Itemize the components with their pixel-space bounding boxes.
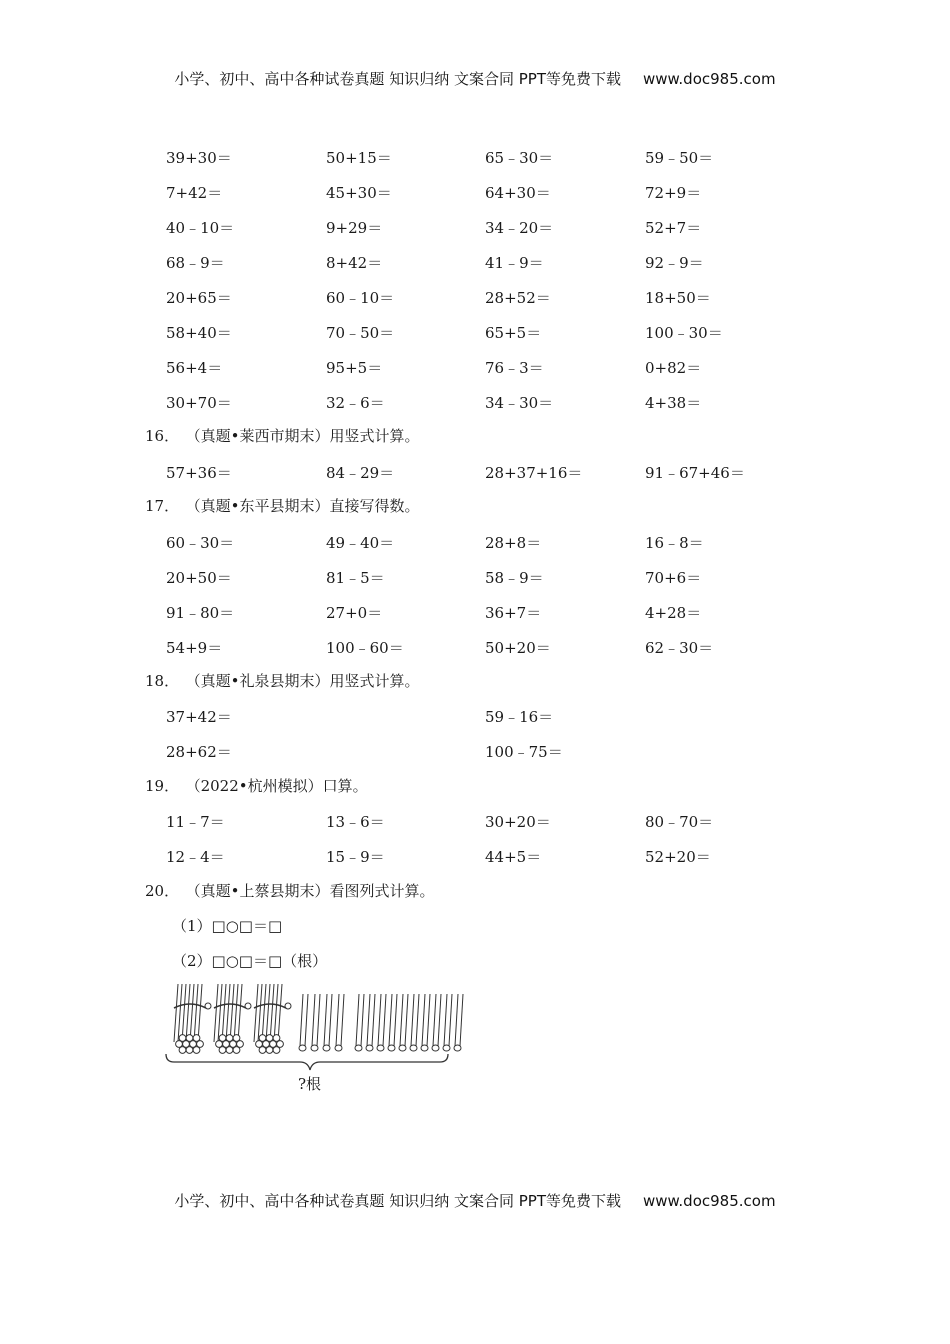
loose-stick (394, 994, 397, 1046)
loose-stick (341, 994, 344, 1046)
loose-stick (372, 994, 375, 1046)
q17-item: 4+28＝ (645, 604, 702, 622)
loose-stick (416, 994, 419, 1046)
calc-item: 60﹣10＝ (326, 289, 395, 307)
loose-stick-end (355, 1045, 362, 1051)
q18-item: 100﹣75＝ (485, 743, 563, 761)
loose-stick (455, 994, 458, 1046)
bundle-stick-end (226, 1035, 233, 1042)
loose-stick-end (388, 1045, 395, 1051)
q17-item: 27+0＝ (326, 604, 383, 622)
calc-item: 100﹣30＝ (645, 324, 723, 342)
question-18 (145, 670, 419, 691)
loose-stick (405, 994, 408, 1046)
calc-row (0, 252, 950, 276)
loose-stick (422, 994, 425, 1046)
loose-stick-end (399, 1045, 406, 1051)
calc-item: 30+70＝ (166, 394, 232, 412)
q17-row (0, 637, 950, 661)
calc-item: 92﹣9＝ (645, 254, 704, 272)
q18-item: 28+62＝ (166, 743, 232, 761)
q19-item: 44+5＝ (485, 848, 542, 866)
q19-item: 52+20＝ (645, 848, 711, 866)
loose-stick (300, 994, 303, 1046)
calc-item: 76﹣3＝ (485, 359, 544, 377)
q17-row (0, 532, 950, 556)
bundle-stick-end (273, 1035, 280, 1042)
calc-item: 64+30＝ (485, 184, 551, 202)
loose-stick-end (377, 1045, 384, 1051)
calc-item: 0+82＝ (645, 359, 702, 377)
calc-item: 9+29＝ (326, 219, 383, 237)
calc-row (0, 147, 950, 171)
loose-stick (305, 994, 308, 1046)
q19-item: 11﹣7＝ (166, 813, 225, 831)
bundle-stick (182, 984, 186, 1042)
bundle-knot (245, 1003, 251, 1009)
q17-item: 49﹣40＝ (326, 534, 395, 552)
page-footer (0, 1190, 950, 1211)
bundle-stick (258, 984, 262, 1042)
q16-row (0, 462, 950, 486)
q17-item: 50+20＝ (485, 639, 551, 657)
page-header (0, 68, 950, 89)
bundle-stick (226, 984, 230, 1042)
bundle-stick (270, 984, 274, 1042)
question-text: （真题•上蔡县期末）看图列式计算。 (193, 882, 435, 900)
bundle-stick (194, 984, 198, 1042)
loose-stick (378, 994, 381, 1046)
q17-row (0, 602, 950, 626)
question-text: （2022•杭州模拟）口算。 (193, 777, 368, 795)
loose-stick-end (323, 1045, 330, 1051)
loose-stick (356, 994, 359, 1046)
q17-item: 54+9＝ (166, 639, 223, 657)
bundle-stick (178, 984, 182, 1042)
bundle-stick (234, 984, 238, 1042)
calc-row (0, 182, 950, 206)
calc-row (0, 217, 950, 241)
q18-item: 37+42＝ (166, 708, 232, 726)
bundle-stick (278, 984, 282, 1042)
calc-item: 28+52＝ (485, 289, 551, 307)
calc-item: 68﹣9＝ (166, 254, 225, 272)
calc-item: 65+5＝ (485, 324, 542, 342)
calc-item: 41﹣9＝ (485, 254, 544, 272)
calc-item: 34﹣20＝ (485, 219, 554, 237)
q19-item: 13﹣6＝ (326, 813, 385, 831)
question-text: （真题•礼泉县期末）用竖式计算。 (193, 672, 420, 690)
header-site: www.doc985.com (642, 70, 776, 88)
calc-item: 34﹣30＝ (485, 394, 554, 412)
bundle-stick (198, 984, 202, 1042)
loose-stick (389, 994, 392, 1046)
loose-stick (427, 994, 430, 1046)
bundle-stick-end (266, 1035, 273, 1042)
loose-stick (367, 994, 370, 1046)
loose-stick (329, 994, 332, 1046)
bundle-tie (214, 1004, 246, 1008)
question-20 (145, 880, 434, 901)
q19-row (0, 846, 950, 870)
calc-item: 56+4＝ (166, 359, 223, 377)
bundle-stick (230, 984, 234, 1042)
loose-stick (317, 994, 320, 1046)
calc-item: 50+15＝ (326, 149, 392, 167)
bundle-stick-end (266, 1047, 273, 1054)
loose-stick-end (311, 1045, 318, 1051)
loose-stick-end (443, 1045, 450, 1051)
loose-stick-end (366, 1045, 373, 1051)
bundle-stick-end (226, 1047, 233, 1054)
loose-stick (444, 994, 447, 1046)
bundle-stick (214, 984, 218, 1042)
loose-stick-end (410, 1045, 417, 1051)
q20-sub1: （1）□○□＝□ (172, 917, 283, 935)
q17-item: 28+8＝ (485, 534, 542, 552)
calc-item: 18+50＝ (645, 289, 711, 307)
bundle-stick (254, 984, 258, 1042)
calc-row (0, 322, 950, 346)
calc-item: 32﹣6＝ (326, 394, 385, 412)
bundle-stick-end (179, 1035, 186, 1042)
bundle-stick (218, 984, 222, 1042)
calc-row (0, 287, 950, 311)
loose-stick-end (432, 1045, 439, 1051)
q19-item: 12﹣4＝ (166, 848, 225, 866)
bundle-stick-end (219, 1047, 226, 1054)
footer-site: www.doc985.com (642, 1192, 776, 1210)
bundle-knot (285, 1003, 291, 1009)
q16-item: 84﹣29＝ (326, 464, 395, 482)
q17-item: 58﹣9＝ (485, 569, 544, 587)
q17-item: 62﹣30＝ (645, 639, 714, 657)
q18-item: 59﹣16＝ (485, 708, 554, 726)
question-number: 18． (145, 672, 180, 690)
figure-label: ?根 (298, 1075, 322, 1093)
calc-item: 39+30＝ (166, 149, 232, 167)
bundle-stick (266, 984, 270, 1042)
calc-item: 40﹣10＝ (166, 219, 235, 237)
loose-stick (336, 994, 339, 1046)
loose-stick (449, 994, 452, 1046)
header-text: 小学、初中、高中各种试卷真题 知识归纳 文案合同 PPT等免费下载 (174, 70, 621, 88)
footer-text: 小学、初中、高中各种试卷真题 知识归纳 文案合同 PPT等免费下载 (174, 1192, 621, 1210)
calc-item: 58+40＝ (166, 324, 232, 342)
question-number: 17． (145, 497, 180, 515)
calc-row (0, 357, 950, 381)
loose-stick (411, 994, 414, 1046)
q19-row (0, 811, 950, 835)
calc-item: 45+30＝ (326, 184, 392, 202)
loose-stick-end (421, 1045, 428, 1051)
loose-stick (460, 994, 463, 1046)
calc-item: 59﹣50＝ (645, 149, 714, 167)
bundle-stick (262, 984, 266, 1042)
bundle-stick (238, 984, 242, 1042)
bundle-stick (190, 984, 194, 1042)
q17-item: 91﹣80＝ (166, 604, 235, 622)
q16-item: 28+37+16＝ (485, 464, 583, 482)
loose-stick (400, 994, 403, 1046)
loose-stick-end (335, 1045, 342, 1051)
bundle-stick-end (219, 1035, 226, 1042)
q17-row (0, 567, 950, 591)
question-17 (145, 495, 419, 516)
calc-item: 8+42＝ (326, 254, 383, 272)
calc-row (0, 392, 950, 416)
bundle-stick-end (179, 1047, 186, 1054)
question-text: （真题•莱西市期末）用竖式计算。 (193, 427, 420, 445)
loose-stick-end (454, 1045, 461, 1051)
question-number: 19． (145, 777, 180, 795)
sticks-group (174, 984, 463, 1053)
loose-stick (438, 994, 441, 1046)
bundle-stick (186, 984, 190, 1042)
loose-stick (433, 994, 436, 1046)
q19-item: 15﹣9＝ (326, 848, 385, 866)
bundle-stick-end (233, 1035, 240, 1042)
calc-item: 65﹣30＝ (485, 149, 554, 167)
loose-stick (361, 994, 364, 1046)
q17-item: 36+7＝ (485, 604, 542, 622)
bundle-stick-end (193, 1035, 200, 1042)
question-text: （真题•东平县期末）直接写得数。 (193, 497, 420, 515)
question-19 (145, 775, 368, 796)
q17-item: 81﹣5＝ (326, 569, 385, 587)
loose-stick (312, 994, 315, 1046)
question-number: 16． (145, 427, 180, 445)
bundle-stick (274, 984, 278, 1042)
calc-item: 7+42＝ (166, 184, 223, 202)
bundle-tie (174, 1004, 206, 1008)
calc-item: 95+5＝ (326, 359, 383, 377)
calc-item: 70﹣50＝ (326, 324, 395, 342)
loose-stick (383, 994, 386, 1046)
calc-item: 52+7＝ (645, 219, 702, 237)
calc-item: 4+38＝ (645, 394, 702, 412)
bundle-stick-end (233, 1047, 240, 1054)
q18-row (0, 741, 950, 765)
bundle-stick-end (186, 1047, 193, 1054)
q17-item: 16﹣8＝ (645, 534, 704, 552)
q17-item: 60﹣30＝ (166, 534, 235, 552)
q16-item: 91﹣67+46＝ (645, 464, 745, 482)
loose-stick-end (299, 1045, 306, 1051)
bundle-stick-end (273, 1047, 280, 1054)
bundle-stick-end (186, 1035, 193, 1042)
q18-row (0, 706, 950, 730)
q17-item: 100﹣60＝ (326, 639, 404, 657)
calc-item: 20+65＝ (166, 289, 232, 307)
question-16 (145, 425, 419, 446)
q16-item: 57+36＝ (166, 464, 232, 482)
q19-item: 30+20＝ (485, 813, 551, 831)
bundle-stick-end (193, 1047, 200, 1054)
bundle-stick-end (259, 1035, 266, 1042)
q17-item: 20+50＝ (166, 569, 232, 587)
total-brace (166, 1054, 448, 1070)
bundle-stick (174, 984, 178, 1042)
bundle-stick-end (259, 1047, 266, 1054)
bundle-knot (205, 1003, 211, 1009)
bundle-stick (222, 984, 226, 1042)
calc-item: 72+9＝ (645, 184, 702, 202)
q20-sub2: （2）□○□＝□（根） (172, 952, 328, 970)
loose-stick (324, 994, 327, 1046)
q17-item: 70+6＝ (645, 569, 702, 587)
bundle-tie (254, 1004, 286, 1008)
question-number: 20． (145, 882, 180, 900)
q19-item: 80﹣70＝ (645, 813, 714, 831)
